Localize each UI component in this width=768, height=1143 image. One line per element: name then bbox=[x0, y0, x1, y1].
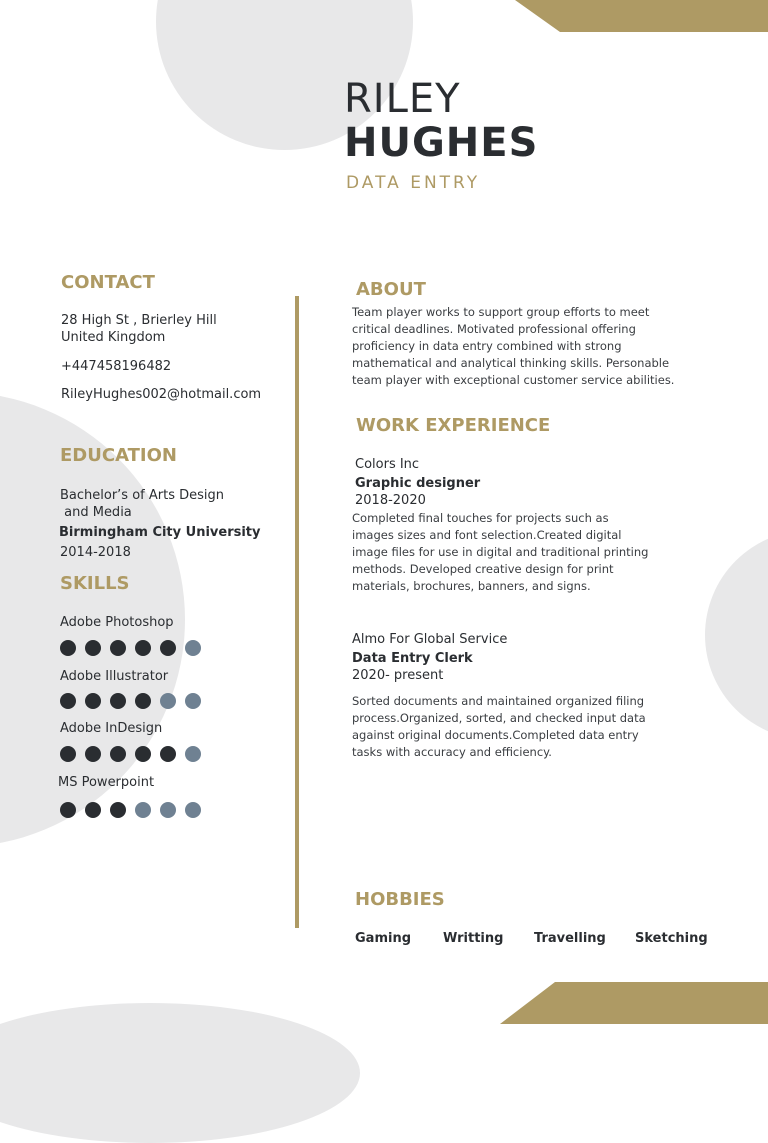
hobbies-heading: HOBBIES bbox=[355, 889, 445, 910]
education-heading: EDUCATION bbox=[60, 445, 177, 466]
hobby-item: Sketching bbox=[635, 931, 708, 946]
last-name: HUGHES bbox=[344, 120, 539, 166]
skill-name: Adobe InDesign bbox=[60, 721, 163, 736]
skill-name: Adobe Photoshop bbox=[60, 615, 174, 630]
job-description-line: Completed final touches for projects such as bbox=[352, 511, 609, 525]
skill-name: Adobe Illustrator bbox=[60, 669, 169, 684]
rating-dot-filled bbox=[85, 693, 101, 709]
about-line: team player with exceptional customer service abilities. bbox=[352, 373, 675, 387]
rating-dot-filled bbox=[110, 746, 126, 762]
skills-heading: SKILLS bbox=[60, 573, 130, 594]
rating-dot-filled bbox=[60, 640, 76, 656]
education-degree-line1: Bachelor’s of Arts Design bbox=[60, 488, 225, 503]
work-heading: WORK EXPERIENCE bbox=[356, 415, 551, 436]
job-description-line: tasks with accuracy and efficiency. bbox=[352, 745, 552, 759]
job-description-line: materials, brochures, banners, and signs. bbox=[352, 579, 591, 593]
job-description bbox=[352, 693, 646, 761]
job-description-line: process.Organized, sorted, and checked input data bbox=[352, 711, 646, 725]
rating-dot-empty bbox=[185, 802, 201, 818]
decor-band-bottom bbox=[0, 982, 768, 1024]
job-description-line: methods. Developed creative design for print bbox=[352, 562, 614, 576]
rating-dot-filled bbox=[60, 746, 76, 762]
skill-rating bbox=[60, 746, 201, 762]
job-description bbox=[352, 510, 648, 595]
rating-dot-filled bbox=[60, 693, 76, 709]
about-line: critical deadlines. Motivated professional offering bbox=[352, 322, 636, 336]
rating-dot-empty bbox=[185, 640, 201, 656]
about-line: Team player works to support group efforts to meet bbox=[352, 305, 650, 319]
skill-rating bbox=[60, 693, 201, 709]
job-years: 2020- present bbox=[352, 668, 444, 683]
about-line: proficiency in data entry combined with strong bbox=[352, 339, 622, 353]
job-role: Graphic designer bbox=[355, 476, 481, 491]
hobby-item: Writting bbox=[443, 931, 504, 946]
rating-dot-filled bbox=[160, 640, 176, 656]
contact-address-line2: United Kingdom bbox=[61, 330, 166, 345]
rating-dot-filled bbox=[85, 802, 101, 818]
rating-dot-empty bbox=[160, 802, 176, 818]
skill-rating bbox=[60, 802, 201, 818]
job-title: DATA ENTRY bbox=[346, 173, 481, 193]
decor-circle-right bbox=[705, 530, 768, 740]
rating-dot-filled bbox=[135, 640, 151, 656]
job-description-line: against original documents.Completed data entry bbox=[352, 728, 639, 742]
rating-dot-filled bbox=[85, 746, 101, 762]
rating-dot-empty bbox=[185, 693, 201, 709]
contact-heading: CONTACT bbox=[61, 272, 155, 293]
about-line: mathematical and analytical thinking skills. Personable bbox=[352, 356, 670, 370]
decor-band-top bbox=[0, 0, 768, 32]
rating-dot-filled bbox=[85, 640, 101, 656]
job-description-line: Sorted documents and maintained organized filing bbox=[352, 694, 645, 708]
contact-address-line1: 28 High St , Brierley Hill bbox=[61, 313, 217, 328]
skill-name: MS Powerpoint bbox=[58, 775, 155, 790]
job-description-line: image files for use in digital and traditional printing bbox=[352, 545, 649, 559]
rating-dot-empty bbox=[160, 693, 176, 709]
rating-dot-filled bbox=[135, 693, 151, 709]
about-heading: ABOUT bbox=[356, 279, 426, 300]
rating-dot-empty bbox=[185, 746, 201, 762]
contact-phone: +447458196482 bbox=[61, 359, 172, 374]
education-years: 2014-2018 bbox=[60, 545, 131, 560]
job-description-line: images sizes and font selection.Created digital bbox=[352, 528, 622, 542]
hobby-item: Travelling bbox=[534, 931, 606, 946]
about-text bbox=[352, 304, 674, 389]
first-name: RILEY bbox=[344, 76, 461, 122]
rating-dot-empty bbox=[135, 802, 151, 818]
contact-email: RileyHughes002@hotmail.com bbox=[61, 387, 262, 402]
rating-dot-filled bbox=[160, 746, 176, 762]
rating-dot-filled bbox=[110, 693, 126, 709]
job-company: Almo For Global Service bbox=[352, 632, 508, 647]
job-company: Colors Inc bbox=[355, 457, 420, 472]
education-school: Birmingham City University bbox=[59, 525, 261, 540]
column-divider bbox=[295, 296, 299, 928]
rating-dot-filled bbox=[60, 802, 76, 818]
job-role: Data Entry Clerk bbox=[352, 651, 473, 666]
job-years: 2018-2020 bbox=[355, 493, 426, 508]
rating-dot-filled bbox=[110, 802, 126, 818]
education-degree-line2: and Media bbox=[60, 505, 132, 520]
rating-dot-filled bbox=[135, 746, 151, 762]
skill-rating bbox=[60, 640, 201, 656]
decor-circle-bottom bbox=[0, 1003, 360, 1143]
rating-dot-filled bbox=[110, 640, 126, 656]
hobby-item: Gaming bbox=[355, 931, 412, 946]
